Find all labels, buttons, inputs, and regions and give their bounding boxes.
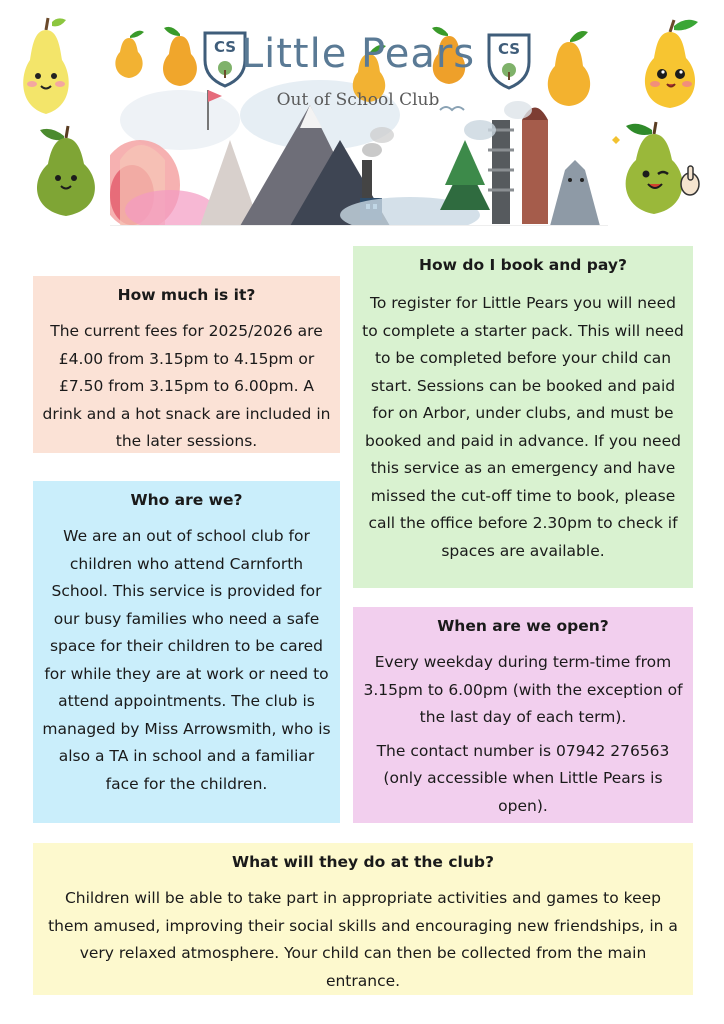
activities-section — [33, 843, 693, 995]
pear-icon — [542, 28, 596, 108]
pear-mascot-top-right — [634, 16, 706, 112]
opening-hours-text: Every weekday during term-time from 3.15pm to 6.00pm (with the exception of the last day of each term). — [363, 653, 683, 726]
club-title: Little Pears — [240, 31, 476, 77]
booking-text: To register for Little Pears you will need to complete a starter pack. This will need to be completed before your child can start. Sessions can be booked and paid for on Arbor, under clubs, and must be booked and paid in advance. If you need this service as an emergency and have missed the cut-off time to book, please call the office before 2.30pm to check if spaces are available. — [362, 294, 684, 560]
pear-mascot-top-left — [14, 14, 78, 118]
activities-heading: What will they do at the club? — [232, 853, 494, 871]
about-section — [33, 481, 340, 823]
pear-icon — [112, 28, 146, 80]
booking-heading: How do I book and pay? — [419, 256, 627, 274]
fees-heading: How much is it? — [117, 286, 256, 304]
banner-illustration — [110, 10, 608, 226]
pear-mascot-bottom-left — [24, 122, 106, 220]
activities-text: Children will be able to take part in appropriate activities and games to keep them amused, improving their social skills and encouraging new friendships, in a very relaxed atmosphere. Your child can then be collected from the main entrance. — [48, 889, 678, 990]
opening-hours-section — [353, 607, 693, 823]
opening-hours-heading: When are we open? — [437, 617, 609, 635]
pear-mascot-bottom-right — [608, 118, 708, 218]
crest-letters: CS — [497, 40, 521, 58]
about-heading: Who are we? — [130, 491, 243, 509]
contact-text: The contact number is 07942 276563 (only accessible when Little Pears is open). — [376, 741, 670, 815]
fees-section — [33, 276, 340, 453]
about-text: We are an out of school club for children who attend Carnforth School. This service is provided for our busy families who need a safe space for their children to be cared for while they are at work or need to attend appointments. The club is managed by Miss Arrowsmith, who is also a TA in school and a familiar face for the children. — [42, 527, 331, 793]
pear-icon — [158, 24, 202, 88]
booking-section — [353, 246, 693, 588]
header-banner — [0, 0, 724, 232]
crest-letters: CS — [213, 38, 237, 56]
club-subtitle: Out of School Club — [276, 90, 440, 110]
school-crest-right — [486, 32, 532, 90]
fees-text: The current fees for 2025/2026 are £4.00 from 3.15pm to 4.15pm or £7.50 from 3.15pm to 6.00pm. A drink and a hot snack are included in the later sessions. — [42, 322, 331, 450]
